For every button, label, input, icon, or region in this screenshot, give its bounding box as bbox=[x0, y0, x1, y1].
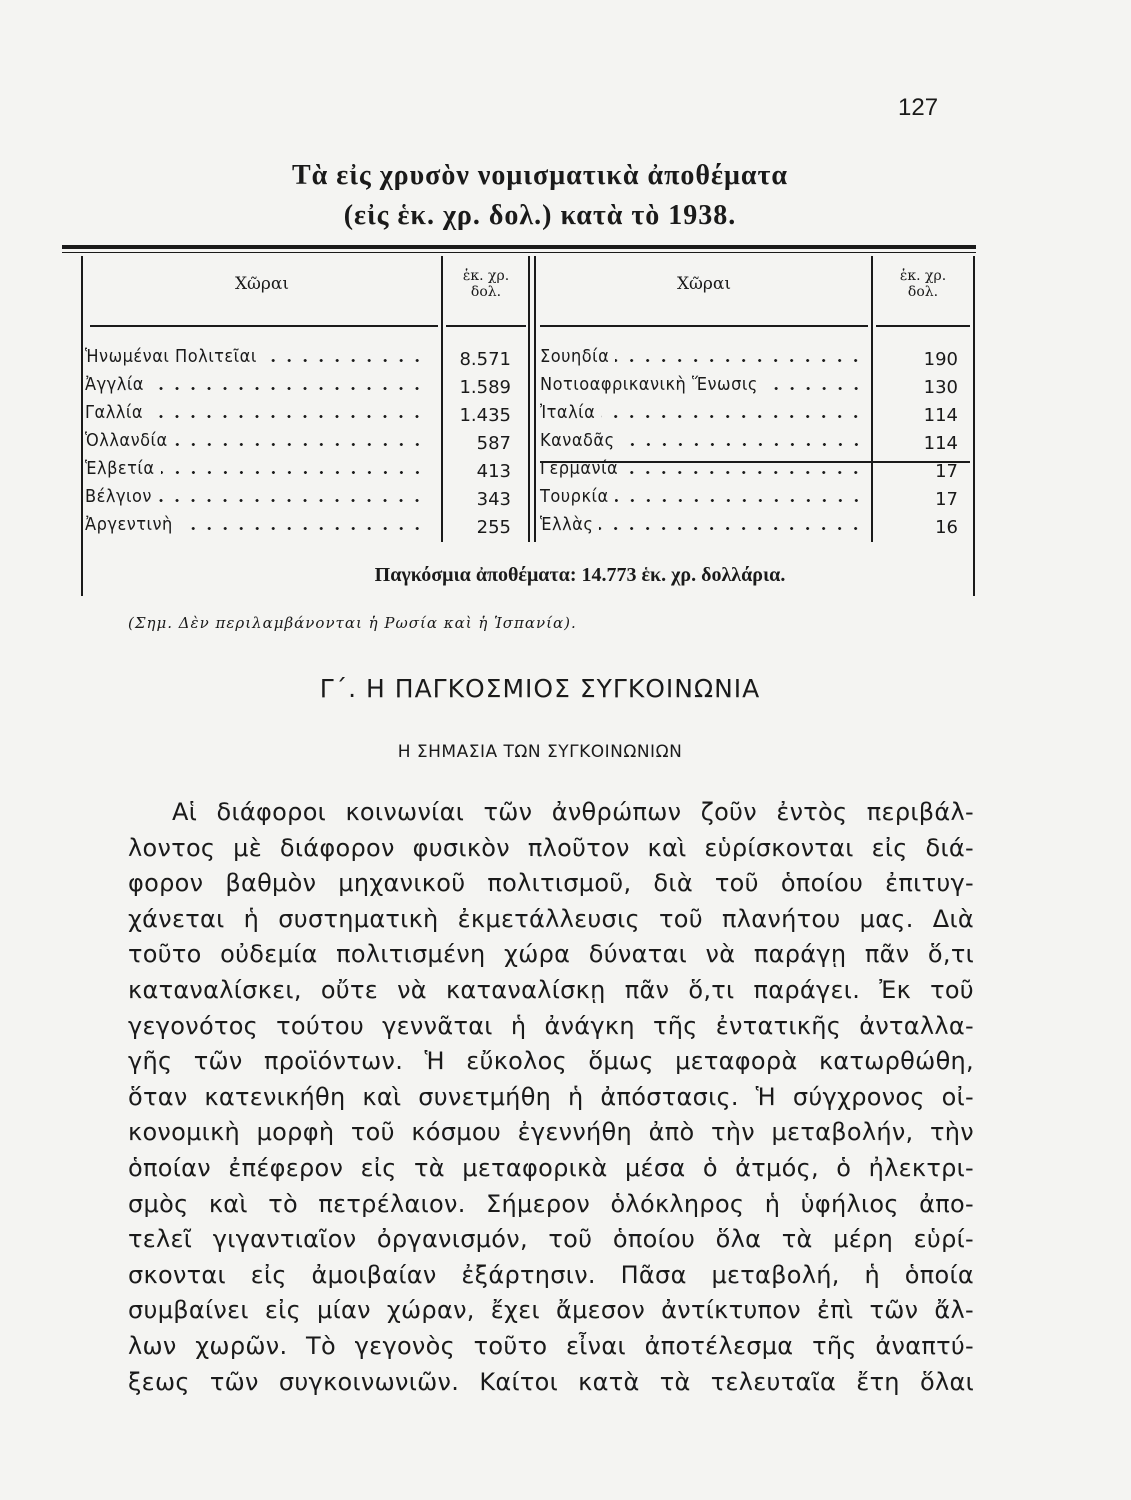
table-row bbox=[85, 374, 515, 402]
right-column-rows bbox=[540, 346, 968, 542]
table-top-rule-thin bbox=[62, 252, 976, 253]
country-name: Ἑλλὰς bbox=[540, 514, 594, 535]
dot-leader bbox=[149, 415, 425, 418]
country-name: Βέλγιον bbox=[85, 486, 152, 507]
paragraph-line: Αἱ διάφοροι κοινωνίαι τῶν ἀνθρώπων ζοῦν ἐντὸς περιβάλ- bbox=[172, 798, 974, 826]
header-unit-left bbox=[443, 268, 529, 300]
section-title: Γ΄. Η ΠΑΓΚΟΣΜΙΟΣ ΣΥΓΚΟΙΝΩΝΙΑ bbox=[319, 674, 761, 703]
dot-leader bbox=[599, 527, 864, 530]
subsection-title: Η ΣΗΜΑΣΙΑ ΤΩΝ ΣΥΓΚΟΙΝΩΝΙΩΝ bbox=[397, 742, 683, 762]
body-paragraph bbox=[128, 795, 974, 1400]
reserve-value: 16 bbox=[935, 517, 958, 538]
dot-leader bbox=[601, 415, 864, 418]
reserve-value: 130 bbox=[923, 377, 958, 398]
country-name: Ὁλλανδία bbox=[85, 430, 168, 451]
header-countries-left: Χῶραι bbox=[234, 274, 290, 294]
header-underline bbox=[90, 325, 438, 327]
table-left-border bbox=[81, 256, 83, 596]
country-name: Ἀγγλία bbox=[85, 374, 144, 395]
country-name: Νοτιοαφρικανικὴ Ἕνωσις bbox=[540, 374, 758, 395]
reserve-value: 343 bbox=[476, 489, 511, 510]
paragraph-line: κονομικὴ μορφὴ τοῦ κόσμου ἐγεννήθη ἀπὸ τὴν μεταβολήν, τὴν bbox=[128, 1118, 974, 1147]
unit-line-1: ἑκ. χρ. bbox=[899, 268, 947, 284]
dot-leader bbox=[624, 471, 864, 474]
reserve-value: 413 bbox=[476, 461, 511, 482]
table-row bbox=[540, 402, 968, 430]
reserve-value: 8.571 bbox=[459, 349, 511, 370]
country-name: Ἑλβετία bbox=[85, 458, 155, 479]
dot-leader bbox=[158, 499, 425, 502]
reserve-value: 190 bbox=[923, 349, 958, 370]
header-underline bbox=[876, 325, 970, 327]
reserve-value: 114 bbox=[923, 433, 958, 454]
paragraph-line: σκονται εἰς ἀμοιβαίαν ἐξάρτησιν. Πᾶσα μεταβολή, ἡ ὁποία bbox=[128, 1260, 974, 1289]
dot-leader bbox=[161, 471, 425, 474]
paragraph-line: ξεως τῶν συγκοινωνιῶν. Καίτοι κατὰ τὰ τελευταῖα ἔτη ὅλαι bbox=[128, 1367, 974, 1396]
country-name: Γερμανία bbox=[540, 458, 619, 479]
table-row bbox=[540, 458, 968, 486]
unit-line-1: ἑκ. χρ. bbox=[462, 268, 510, 284]
reserve-value: 1.435 bbox=[459, 405, 511, 426]
unit-line-2: δολ. bbox=[470, 284, 502, 300]
table-row bbox=[540, 486, 968, 514]
dot-leader bbox=[179, 527, 425, 530]
reserve-value: 1.589 bbox=[459, 377, 511, 398]
paragraph-line: τοῦτο οὐδεμία πολιτισμένη χώρα δύναται νὰ παράγῃ πᾶν ὅ,τι bbox=[128, 940, 974, 969]
table-row bbox=[85, 402, 515, 430]
table-note: (Σημ. Δὲν περιλαμβάνονται ἡ Ρωσία καὶ ἡ Ἱσπανία). bbox=[128, 614, 577, 632]
country-name: Ἰταλία bbox=[540, 402, 596, 423]
table-row bbox=[85, 514, 515, 542]
dot-leader bbox=[615, 499, 864, 502]
table-top-rule bbox=[62, 245, 976, 249]
paragraph-line: σμὸς καὶ τὸ πετρέλαιον. Σήμερον ὁλόκληρος ἡ ὑφήλιος ἀπο- bbox=[128, 1189, 974, 1218]
paragraph-line: λοντος μὲ διάφορον φυσικὸν πλοῦτον καὶ εὑρίσκονται εἰς διά- bbox=[128, 833, 974, 862]
dot-leader bbox=[615, 359, 864, 362]
paragraph-line: ὁποίαν ἐπέφερον εἰς τὰ μεταφορικὰ μέσα ὁ ἀτμός, ὁ ἠλεκτρι- bbox=[128, 1153, 974, 1182]
table-title-line-1: Τὰ εἰς χρυσὸν νομισματικὰ ἀποθέματα bbox=[291, 160, 789, 191]
table-right-border bbox=[973, 256, 975, 596]
country-name: Σουηδία bbox=[540, 346, 610, 367]
paragraph-line: γῆς τῶν προϊόντων. Ἡ εὔκολος ὅμως μεταφορὰ κατωρθώθη, bbox=[128, 1047, 974, 1076]
header-underline bbox=[540, 325, 868, 327]
table-row bbox=[540, 346, 968, 374]
reserve-value: 17 bbox=[935, 461, 958, 482]
table-row bbox=[540, 374, 968, 402]
paragraph-line: φορον βαθμὸν μηχανικοῦ πολιτισμοῦ, διὰ τοῦ ὁποίου ἐπιτυγ- bbox=[128, 869, 974, 898]
country-name: Καναδᾶς bbox=[540, 430, 615, 451]
world-total: Παγκόσμια ἀποθέματα: 14.773 ἑκ. χρ. δολλάρια. bbox=[374, 564, 786, 586]
table-row bbox=[85, 346, 515, 374]
country-name: Ἡνωμέναι Πολιτεῖαι bbox=[85, 346, 257, 367]
paragraph-line: συμβαίνει εἰς μίαν χώραν, ἔχει ἄμεσον ἀντίκτυπον ἐπὶ τῶν ἄλ- bbox=[128, 1296, 974, 1325]
header-countries-right: Χῶραι bbox=[676, 274, 732, 294]
country-name: Ἀργεντινὴ bbox=[85, 514, 173, 535]
paragraph-line: καταναλίσκει, οὔτε νὰ καταναλίσκῃ πᾶν ὅ,τι παράγει. Ἐκ τοῦ bbox=[128, 975, 974, 1004]
table-row bbox=[540, 430, 968, 458]
country-name: Τουρκία bbox=[540, 486, 609, 507]
table-row bbox=[85, 458, 515, 486]
header-underline bbox=[446, 325, 526, 327]
dot-leader bbox=[764, 387, 864, 390]
unit-line-2: δολ. bbox=[907, 284, 939, 300]
reserve-value: 587 bbox=[476, 433, 511, 454]
table-title-line-2: (εἰς ἑκ. χρ. δολ.) κατὰ τὸ 1938. bbox=[343, 200, 737, 231]
paragraph-line: γεγονότος τούτου γεννᾶται ἡ ἀνάγκη τῆς ἐντατικῆς ἀνταλλα- bbox=[128, 1011, 974, 1040]
paragraph-line: τελεῖ γιγαντιαῖον ὀργανισμόν, τοῦ ὁποίου ὅλα τὰ μέρη εὑρί- bbox=[128, 1225, 974, 1254]
dot-leader bbox=[263, 359, 425, 362]
page-number: 127 bbox=[898, 94, 939, 121]
table-row bbox=[85, 430, 515, 458]
paragraph-line: ὅταν κατενικήθη καὶ συνετμήθη ἡ ἀπόστασις. Ἡ σύγχρονος οἰ- bbox=[128, 1082, 974, 1111]
reserve-value: 114 bbox=[923, 405, 958, 426]
dot-leader bbox=[150, 387, 425, 390]
table-row bbox=[85, 486, 515, 514]
reserve-value: 255 bbox=[476, 517, 511, 538]
paragraph-line: λων χωρῶν. Τὸ γεγονὸς τοῦτο εἶναι ἀποτέλεσμα τῆς ἀναπτύ- bbox=[128, 1331, 974, 1360]
table-row bbox=[540, 514, 968, 542]
reserve-value: 17 bbox=[935, 489, 958, 510]
header-unit-right bbox=[873, 268, 973, 300]
left-column-rows bbox=[85, 346, 515, 542]
dot-leader bbox=[174, 443, 425, 446]
paragraph-line: χάνεται ἡ συστηματικὴ ἐκμετάλλευσις τοῦ πλανήτου μας. Διὰ bbox=[128, 904, 974, 933]
column-divider-double-b bbox=[534, 256, 536, 542]
dot-leader bbox=[621, 443, 864, 446]
country-name: Γαλλία bbox=[85, 402, 144, 423]
